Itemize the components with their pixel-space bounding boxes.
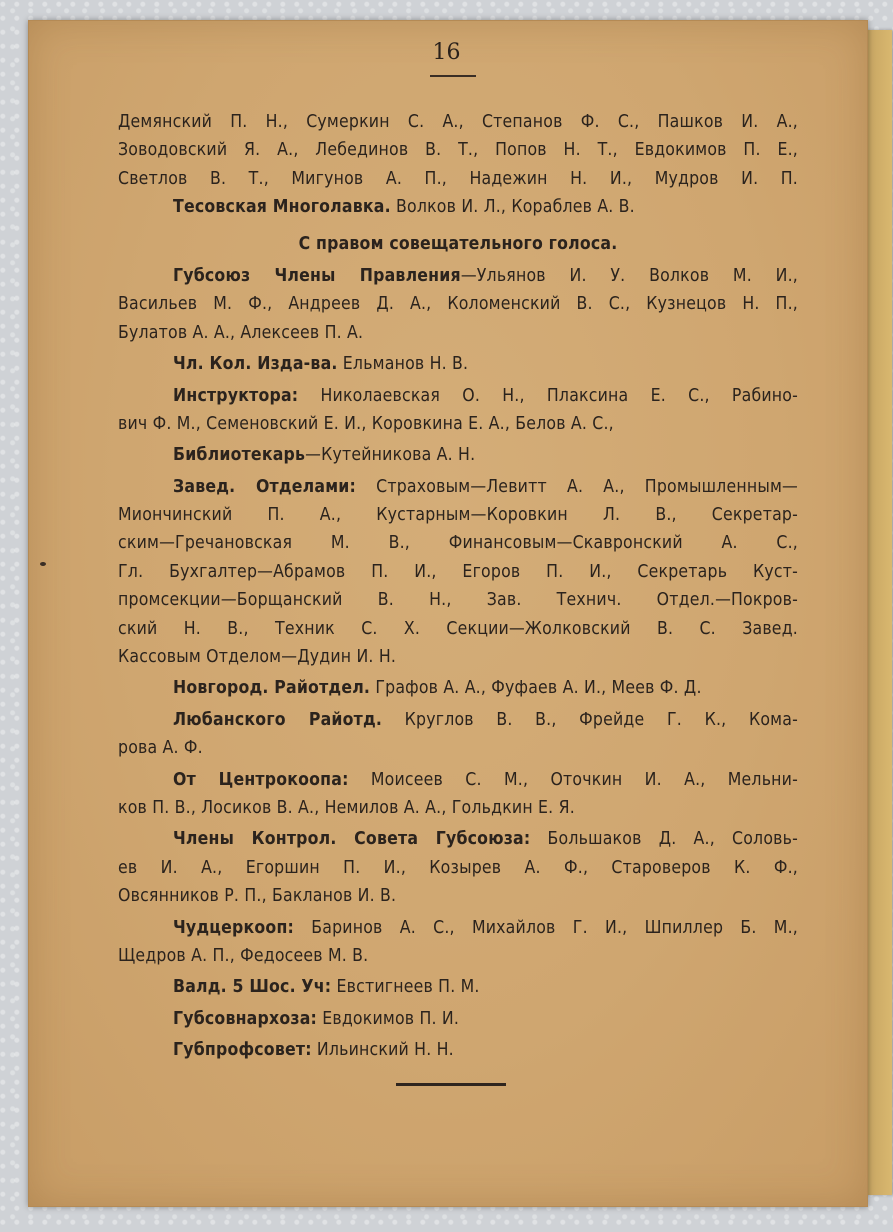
entry-continuation-line: ский Н. В., Техник С. Х. Секции—Жолковский В. С. Завед. [118, 618, 798, 639]
entries-list [118, 262, 798, 1065]
entry-first-line [118, 706, 798, 734]
tesov-text: Волков И. Л., Кораблев А. В. [396, 197, 635, 218]
entry-first-line [118, 766, 798, 794]
entry-label: Завед. Отделами: [173, 476, 357, 497]
closing-rule [396, 1083, 506, 1086]
entry-text: Моисеев С. М., Оточкин И. А., Мельни- [348, 769, 798, 790]
section-heading: С правом совещательного голоса. [298, 233, 618, 254]
entry-first-line [118, 973, 798, 1001]
entry-continuation-line: Кассовым Отделом—Дудин И. Н. [118, 647, 397, 668]
entry-continuation-line: Булатов А. А., Алексеев П. А. [118, 322, 364, 343]
paper-speck [40, 562, 46, 566]
entry-first-line [118, 350, 798, 378]
entry-text: Баринов А. С., Михайлов Г. И., Шпиллер Б. М., [294, 917, 798, 938]
entry-text: Евдокимов П. И. [317, 1008, 460, 1029]
entry-continuation-line: Щедров А. П., Федосеев М. В. [118, 945, 369, 966]
intro-line: Зоводовский Я. А., Лебединов В. Т., Попов Н. Т., Евдокимов П. Е., [118, 140, 798, 161]
page-number: 16 [432, 40, 461, 65]
entry-continuation-line: Васильев М. Ф., Андреев Д. А., Коломенский В. С., Кузнецов Н. П., [118, 294, 798, 315]
entry-text: Страховым—Левитт А. А., Промышленным— [356, 476, 798, 497]
entry-label: Любанского Райотд. [173, 709, 383, 730]
entry-text: Николаевская О. Н., Плаксина Е. С., Рабино- [298, 385, 798, 406]
entry-label: Губсоюз Члены Правления [173, 265, 461, 286]
entry-continuation-line: Миончинский П. А., Кустарным—Коровкин Л. В., Секретар- [118, 505, 798, 526]
entry-continuation-line: ским—Гречановская М. В., Финансовым—Скавронский А. С., [118, 533, 798, 554]
tesov-entry [118, 193, 798, 221]
intro-line: Демянский П. Н., Сумеркин С. А., Степанов Ф. С., Пашков И. А., [118, 112, 798, 132]
entry-text: Ильинский Н. Н. [311, 1040, 454, 1061]
document-body [118, 108, 798, 1065]
entry-continuation-line: Овсянников Р. П., Бакланов И. В. [118, 886, 397, 907]
entry-continuation-line: вич Ф. М., Семеновский Е. И., Коровкина Е. А., Белов А. С., [118, 413, 614, 434]
entry-first-line [118, 1036, 798, 1064]
entry-text: Графов А. А., Фуфаев А. И., Меев Ф. Д. [370, 678, 702, 699]
entry-text: Ельманов Н. В. [337, 354, 469, 375]
entry-first-line [118, 1005, 798, 1033]
entry-label: Библиотекарь [173, 445, 306, 466]
entry-label: Губпрофсовет: [173, 1040, 312, 1061]
entry-continuation-line: рова А. Ф. [118, 738, 203, 759]
entry-first-line [118, 473, 798, 501]
tesov-label: Тесовская Многолавка. [173, 197, 391, 218]
entry-continuation-line: ев И. А., Егоршин П. И., Козырев А. Ф., Староверов К. Ф., [118, 857, 798, 878]
entry-first-line [118, 914, 798, 942]
entry-continuation-line: промсекции—Борщанский В. Н., Зав. Технич. Отдел.—Покров- [118, 590, 798, 611]
page-number-underline [430, 75, 476, 77]
entry-first-line [118, 674, 798, 702]
entry-text: Большаков Д. А., Соловь- [530, 829, 798, 850]
entry-first-line [118, 382, 798, 410]
entry-first-line [118, 262, 798, 290]
intro-line: Светлов В. Т., Мигунов А. П., Надежин Н. И., Мудров И. П. [118, 168, 798, 189]
entry-label: Валд. 5 Шос. Уч: [173, 977, 332, 998]
entry-text: —Ульянов И. У. Волков М. И., [460, 265, 798, 286]
entry-text: Круглов В. В., Фрейде Г. К., Кома- [382, 709, 798, 730]
entry-continuation-line: Гл. Бухгалтер—Абрамов П. И., Егоров П. И., Секретарь Куст- [118, 561, 798, 582]
entry-label: Губсовнархоза: [173, 1008, 318, 1029]
entry-label: Чудцеркооп: [173, 917, 295, 938]
entry-first-line [118, 441, 798, 469]
entry-label: Члены Контрол. Совета Губсоюза: [173, 829, 531, 850]
entry-continuation-line: ков П. В., Лосиков В. А., Немилов А. А., Гольдкин Е. Я. [118, 797, 575, 818]
entry-label: Новгород. Райотдел. [173, 678, 371, 699]
entry-first-line [118, 825, 798, 853]
entry-label: От Центрокоопа: [173, 769, 349, 790]
entry-text: —Кутейникова А. Н. [305, 445, 476, 466]
entry-label: Инструктора: [173, 385, 299, 406]
entry-label: Чл. Кол. Изда-ва. [173, 354, 338, 375]
entry-text: Евстигнеев П. М. [331, 977, 480, 998]
